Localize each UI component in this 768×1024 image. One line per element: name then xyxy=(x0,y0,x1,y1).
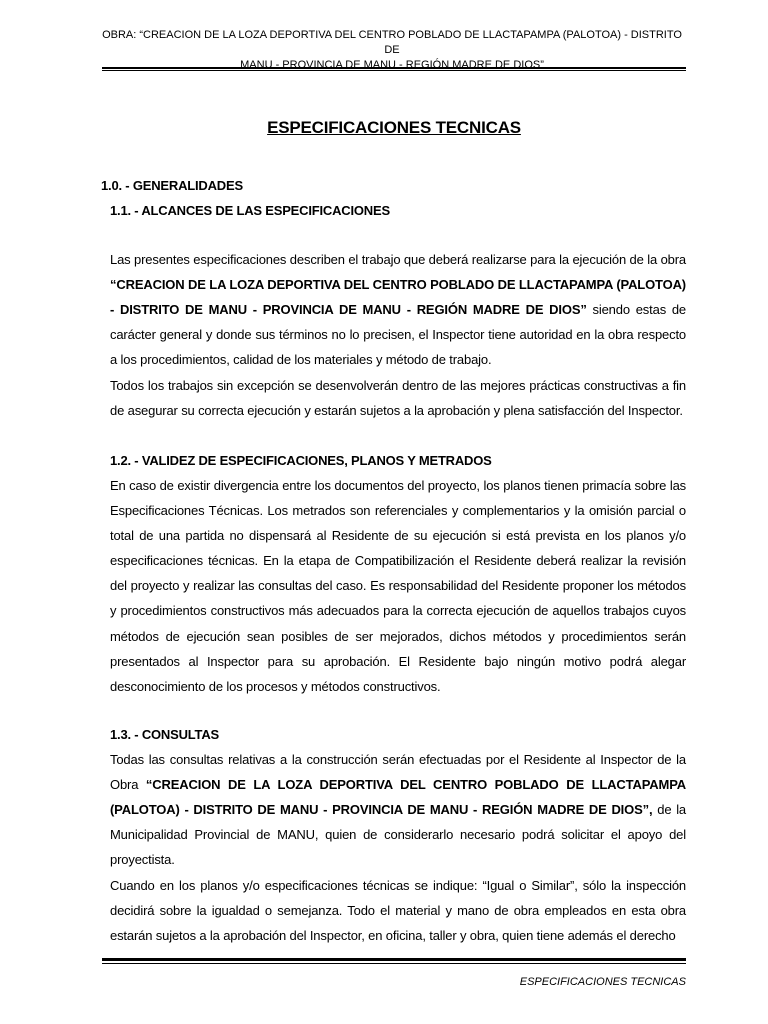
section-heading-1-3: 1.3. - CONSULTAS xyxy=(110,727,219,742)
paragraph-text: Las presentes especificaciones describen el trabajo que deberá realizarse para la ejecución de la obra xyxy=(110,252,686,267)
page-footer: ESPECIFICACIONES TECNICAS xyxy=(519,976,686,988)
document-title: ESPECIFICACIONES TECNICAS xyxy=(267,118,521,137)
section-heading-1-2: 1.2. - VALIDEZ DE ESPECIFICACIONES, PLANOS Y METRADOS xyxy=(110,453,492,468)
project-name-bold: “CREACION DE LA LOZA DEPORTIVA DEL CENTRO POBLADO DE LLACTAPAMPA (PALOTOA) - DISTRITO DE MANU - PROVINCIA DE MANU - REGIÓN MADRE DE DIOS” xyxy=(110,277,686,318)
header-line-1: OBRA: “CREACION DE LA LOZA DEPORTIVA DEL CENTRO POBLADO DE LLACTAPAMPA (PALOTOA) - DISTRITO DE xyxy=(102,29,682,56)
paragraph-text: de la Municipalidad Provincial de MANU, quien de considerarlo necesario podrá solicitar el apoyo del proyectista. xyxy=(110,802,687,868)
header-rule xyxy=(102,67,686,71)
footer-rule xyxy=(102,958,686,964)
paragraph-consultas xyxy=(110,747,686,872)
paragraph-alcances xyxy=(110,247,686,372)
section-heading-1-0: 1.0. - GENERALIDADES xyxy=(101,178,243,193)
paragraph-text: Todas las consultas relativas a la construcción serán efectuadas por el Residente al Inspector de la Obra xyxy=(110,752,686,793)
header-line-2: MANU - PROVINCIA DE MANU - REGIÓN MADRE DE DIOS” xyxy=(240,59,544,71)
section-heading-1-1: 1.1. - ALCANCES DE LAS ESPECIFICACIONES xyxy=(110,203,390,218)
paragraph-text: siendo estas de carácter general y donde sus términos no lo precisen, el Inspector tiene autoridad en la obra respecto a los procedimientos, calidad de los materiales y método de trabajo. xyxy=(110,302,687,368)
paragraph-validez: En caso de existir divergencia entre los documentos del proyecto, los planos tienen primacía sobre las Especificaciones Técnicas. Los metrados son referenciales y complementarios y la omisión parcial o total de una partida no dispensará al Residente de su ejecución si está prevista en los planos y/o especificaciones técnicas. En la etapa de Compatibilización el Residente deberá realizar la revisión del proyecto y realizar las consultas del caso. Es responsabilidad del Residente proponer los métodos y procedimientos constructivos más adecuados para la correcta ejecución de aquellos trabajos cuyos métodos de ejecución sean posibles de ser mejorados, dichos métodos y procedimientos serán presentados al Inspector para su aprobación. El Residente bajo ningún motivo podrá alegar desconocimiento de los procesos y métodos constructivos. xyxy=(110,478,686,694)
paragraph-igual-similar: Cuando en los planos y/o especificaciones técnicas se indique: “Igual o Similar”, sólo la inspección decidirá sobre la igualdad o semejanza. Todo el material y mano de obra empleados en esta obra estarán sujetos a la aprobación del Inspector, en oficina, taller y obra, quien tiene además el derecho xyxy=(110,878,686,944)
paragraph-practicas: Todos los trabajos sin excepción se desenvolverán dentro de las mejores prácticas constructivas a fin de asegurar su correcta ejecución y estarán sujetos a la aprobación y plena satisfacción del Inspector. xyxy=(110,378,686,419)
project-name-bold: “CREACION DE LA LOZA DEPORTIVA DEL CENTRO POBLADO DE LLACTAPAMPA (PALOTOA) - DISTRITO DE MANU - PROVINCIA DE MANU - REGIÓN MADRE DE DIOS”, xyxy=(110,777,686,818)
